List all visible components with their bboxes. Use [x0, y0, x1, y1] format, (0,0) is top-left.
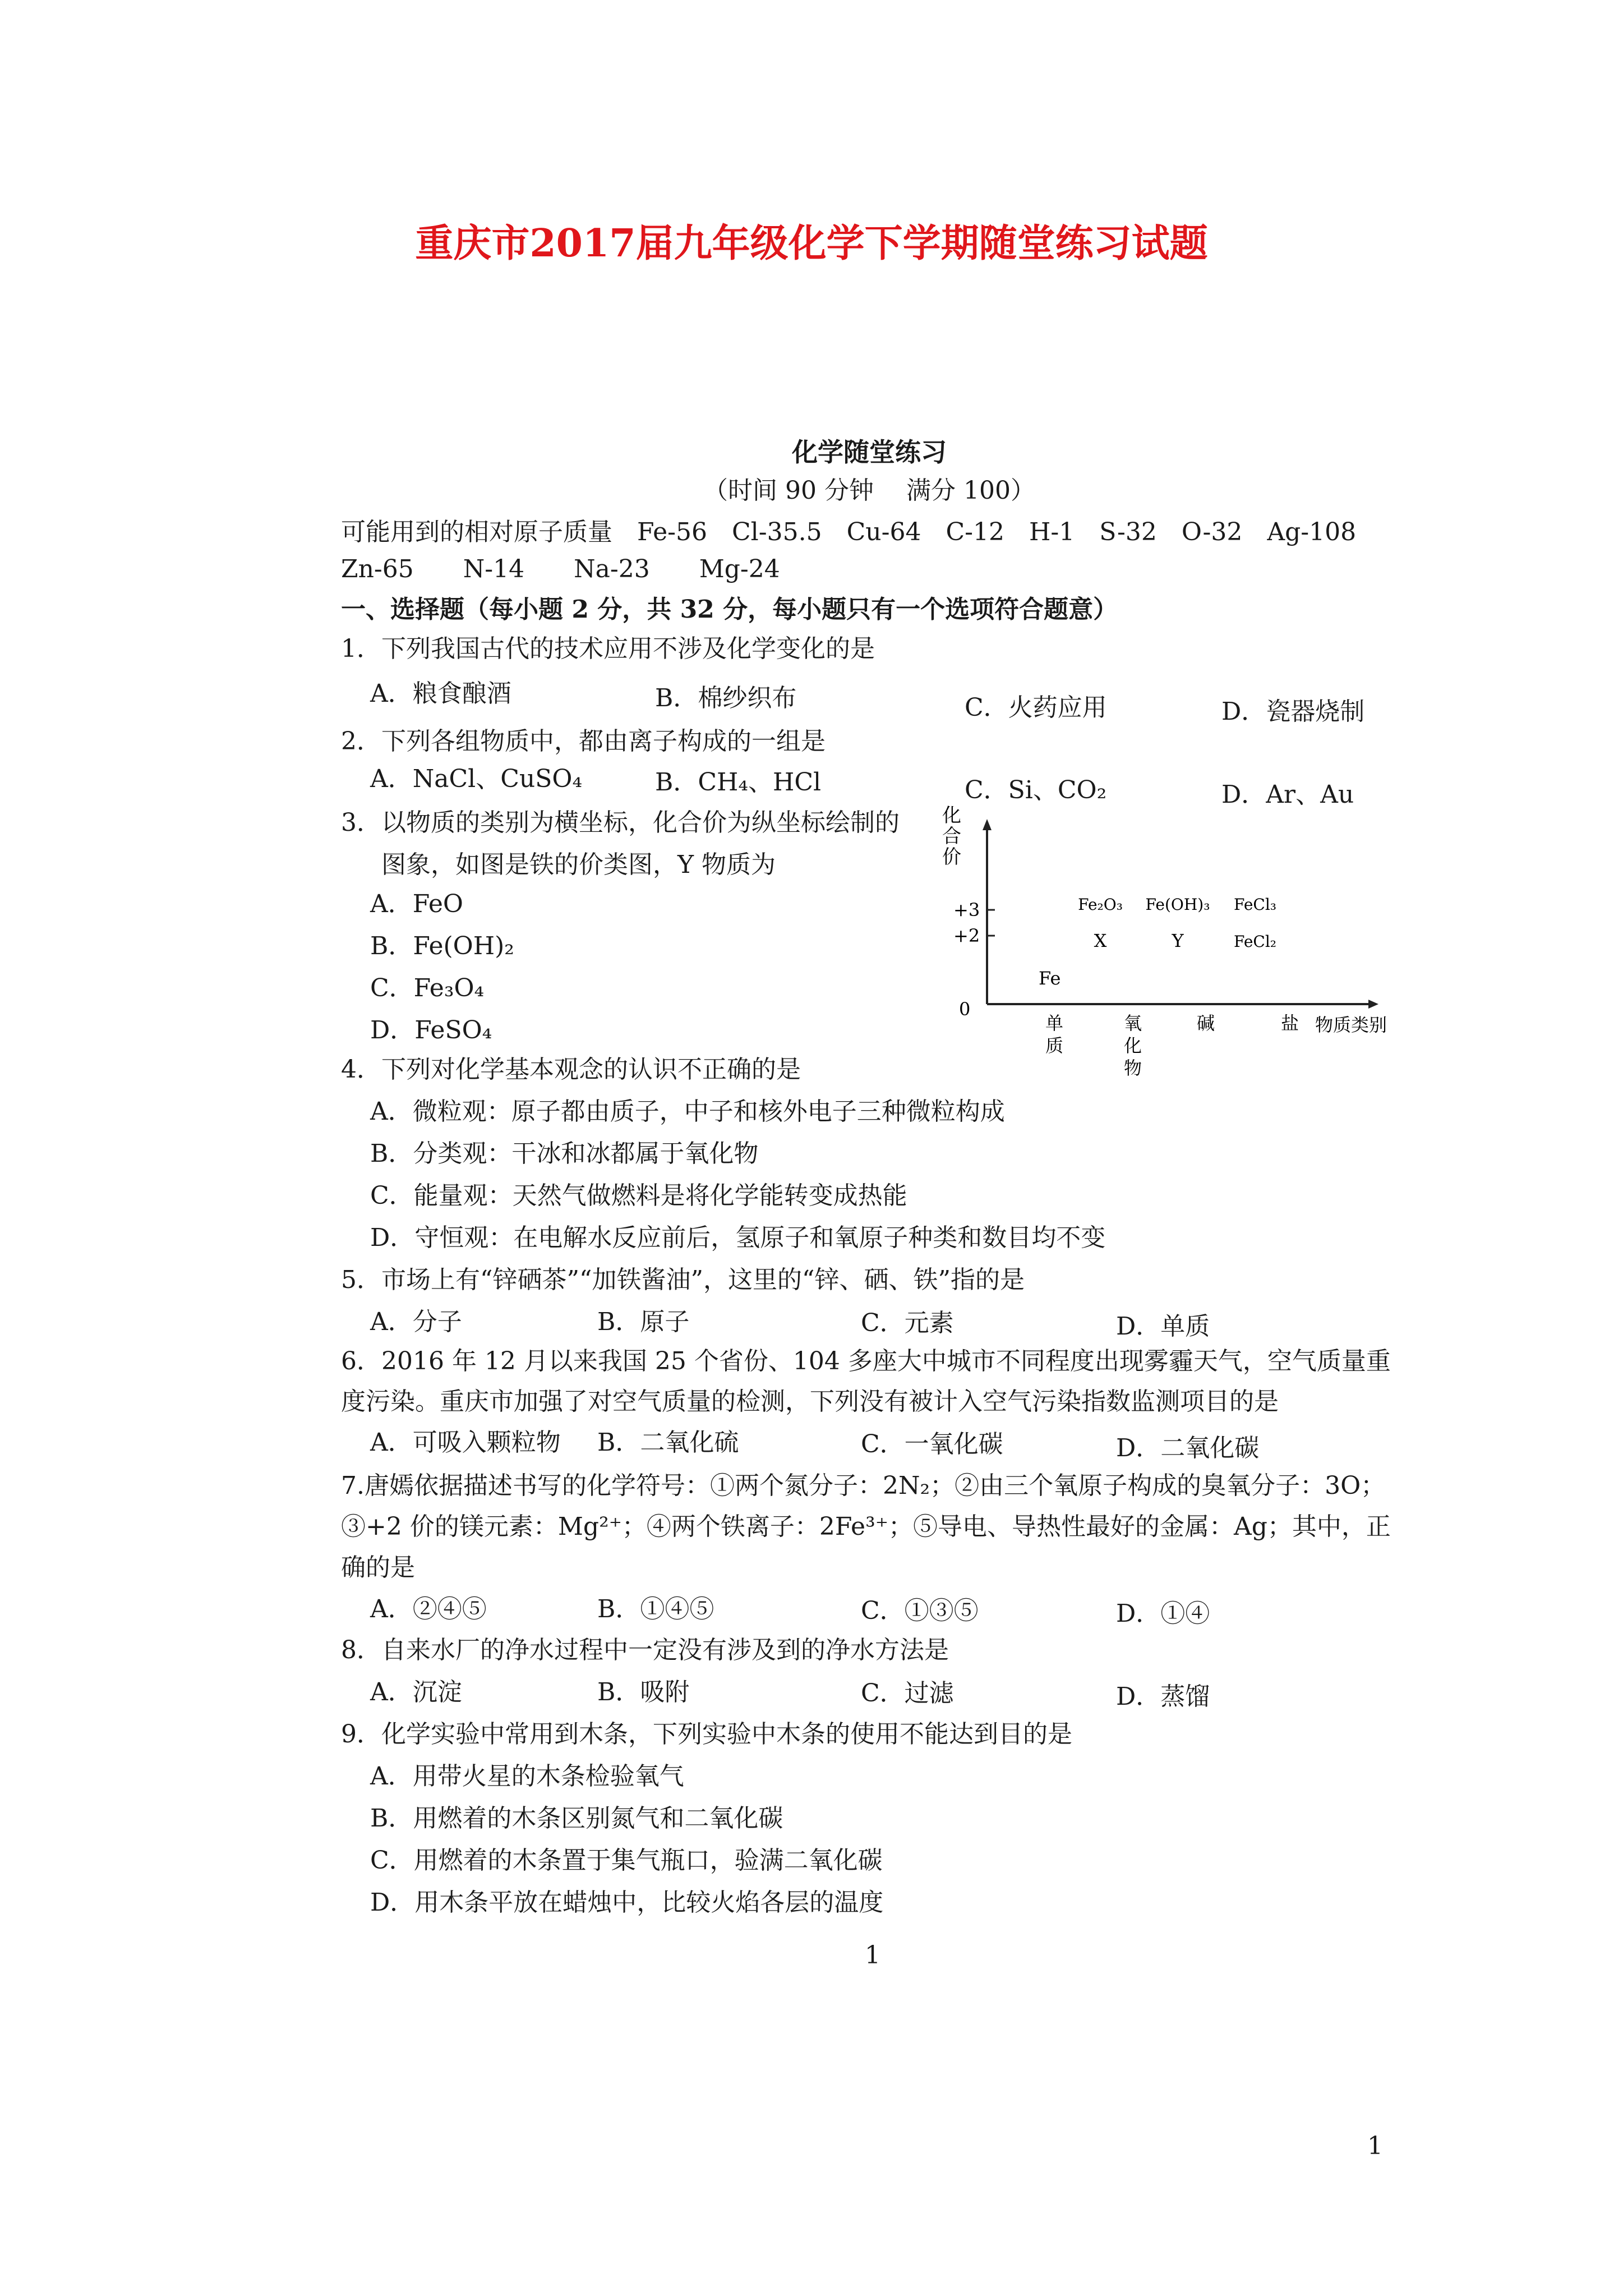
- question-6-option-d: D．二氧化碳: [1116, 1434, 1260, 1462]
- origin-label: 0: [959, 999, 971, 1020]
- question-7-option-b: B．①④⑤: [597, 1595, 714, 1623]
- question-2-stem: 2．下列各组物质中，都由离子构成的一组是: [341, 727, 826, 756]
- y-tick-label-plus2: +2: [953, 925, 980, 946]
- x-axis-label: 物质类别: [1315, 1014, 1387, 1036]
- x-category-oxide-2: 化: [1123, 1035, 1142, 1056]
- y-substance-label: Y: [1172, 930, 1184, 951]
- question-5-stem: 5．市场上有“锌硒茶”“加铁酱油”，这里的“锌、硒、铁”指的是: [341, 1266, 1025, 1294]
- question-4-option-c: C．能量观：天然气做燃料是将化学能转变成热能: [370, 1181, 907, 1210]
- question-7-option-a: A．②④⑤: [370, 1595, 487, 1623]
- question-1-option-b: B．棉纱织布: [655, 684, 797, 712]
- question-7-option-c: C．①③⑤: [861, 1596, 979, 1625]
- question-7-stem-line-3: 确的是: [341, 1553, 415, 1582]
- atomic-mass-line-1: 可能用到的相对原子质量 Fe-56 Cl-35.5 Cu-64 C-12 H-1 S-32 O-32 Ag-108: [341, 518, 1357, 546]
- question-8-option-a: A．沉淀: [370, 1678, 462, 1706]
- question-6-option-c: C．一氧化碳: [861, 1430, 1003, 1458]
- x-substance-label: X: [1094, 930, 1107, 951]
- question-1-option-d: D．瓷器烧制: [1221, 697, 1365, 726]
- fe-label: Fe: [1039, 968, 1061, 989]
- feoh3-label: Fe(OH)₃: [1145, 895, 1210, 914]
- question-5-option-d: D．单质: [1116, 1312, 1210, 1341]
- question-6-stem-line-1: 6．2016 年 12 月以来我国 25 个省份、104 多座大中城市不同程度出现雾霾天气，空气质量重: [341, 1347, 1391, 1375]
- question-8-option-d: D．蒸馏: [1116, 1682, 1210, 1711]
- y-axis-label-3: 价: [942, 846, 961, 868]
- question-5-option-c: C．元素: [861, 1309, 954, 1337]
- question-7-option-d: D．①④: [1116, 1599, 1210, 1628]
- question-3-option-d: D．FeSO₄: [370, 1016, 492, 1045]
- question-4-option-a: A．微粒观：原子都由质子，中子和核外电子三种微粒构成: [370, 1097, 1005, 1126]
- fecl3-label: FeCl₃: [1233, 895, 1277, 914]
- y-axis-label-2: 合: [942, 825, 961, 848]
- x-category-oxide-1: 氧: [1123, 1013, 1142, 1034]
- question-8-stem: 8．自来水厂的净水过程中一定没有涉及到的净水方法是: [341, 1636, 949, 1664]
- question-2-option-b: B．CH₄、HCl: [655, 768, 822, 797]
- y-axis-arrow: [983, 819, 992, 830]
- question-9-option-d: D．用木条平放在蜡烛中，比较火焰各层的温度: [370, 1888, 884, 1917]
- y-axis-label-1: 化: [942, 804, 961, 827]
- question-3-stem-line-1: 3．以物质的类别为横坐标，化合价为纵坐标绘制的: [341, 808, 900, 837]
- question-9-stem: 9．化学实验中常用到木条，下列实验中木条的使用不能达到目的是: [341, 1720, 1072, 1749]
- fecl2-label: FeCl₂: [1233, 932, 1277, 951]
- question-5-option-b: B．原子: [597, 1308, 690, 1336]
- question-3-stem-line-2: 图象，如图是铁的价类图，Y 物质为: [381, 850, 776, 879]
- x-category-elemental-2: 质: [1045, 1035, 1064, 1056]
- time-info: （时间 90 分钟 满分 100）: [703, 476, 1035, 505]
- question-3-option-c: C．Fe₃O₄: [370, 974, 485, 1002]
- question-6-option-a: A．可吸入颗粒物: [370, 1428, 561, 1457]
- x-axis-arrow: [1368, 1000, 1378, 1009]
- section-heading: 一、选择题（每小题 2 分，共 32 分，每小题只有一个选项符合题意）: [341, 595, 1118, 624]
- x-category-salt: 盐: [1280, 1013, 1299, 1034]
- question-4-option-d: D．守恒观：在电解水反应前后，氢原子和氧原子种类和数目均不变: [370, 1223, 1106, 1252]
- atomic-mass-line-2: Zn-65 N-14 Na-23 Mg-24: [341, 555, 780, 583]
- question-3-option-b: B．Fe(OH)₂: [370, 932, 514, 960]
- document-title: 重庆市2017届九年级化学下学期随堂练习试题: [415, 221, 1208, 266]
- x-category-elemental-1: 单: [1045, 1013, 1064, 1034]
- question-9-option-a: A．用带火星的木条检验氧气: [370, 1762, 684, 1791]
- x-category-oxide-3: 物: [1123, 1057, 1142, 1079]
- question-3-option-a: A．FeO: [370, 890, 464, 918]
- inner-page-number: 1: [865, 1941, 880, 1970]
- question-7-stem-line-2: ③+2 价的镁元素：Mg²⁺；④两个铁离子：2Fe³⁺；⑤导电、导热性最好的金属：Ag；其中，正: [341, 1512, 1391, 1541]
- question-5-option-a: A．分子: [370, 1308, 462, 1336]
- x-category-base: 碱: [1196, 1013, 1215, 1034]
- paper-heading: 化学随堂练习: [792, 437, 947, 467]
- question-1-option-a: A．粮食酿酒: [370, 679, 511, 708]
- question-2-option-c: C．Si、CO₂: [965, 776, 1107, 804]
- question-2-option-a: A．NaCl、CuSO₄: [370, 765, 583, 793]
- iron-valence-class-diagram: [942, 802, 1424, 1094]
- question-2-option-d: D．Ar、Au: [1221, 780, 1354, 809]
- question-9-option-c: C．用燃着的木条置于集气瓶口，验满二氧化碳: [370, 1846, 883, 1875]
- question-6-option-b: B．二氧化硫: [597, 1428, 739, 1457]
- question-8-option-c: C．过滤: [861, 1679, 954, 1708]
- question-1-option-c: C．火药应用: [965, 693, 1107, 722]
- question-8-option-b: B．吸附: [597, 1678, 690, 1706]
- page-number: 1: [1367, 2132, 1383, 2160]
- fe2o3-label: Fe₂O₃: [1078, 895, 1123, 914]
- question-4-option-b: B．分类观：干冰和冰都属于氧化物: [370, 1139, 759, 1168]
- question-1-stem: 1．下列我国古代的技术应用不涉及化学变化的是: [341, 634, 875, 663]
- question-4-stem: 4．下列对化学基本观念的认识不正确的是: [341, 1055, 801, 1084]
- question-7-stem-line-1: 7.唐嫣依据描述书写的化学符号：①两个氮分子：2N₂；②由三个氧原子构成的臭氧分子：3O；: [341, 1471, 1386, 1500]
- question-9-option-b: B．用燃着的木条区别氮气和二氧化碳: [370, 1804, 783, 1833]
- y-tick-label-plus3: +3: [953, 899, 980, 921]
- question-6-stem-line-2: 度污染。重庆市加强了对空气质量的检测，下列没有被计入空气污染指数监测项目的是: [341, 1387, 1279, 1416]
